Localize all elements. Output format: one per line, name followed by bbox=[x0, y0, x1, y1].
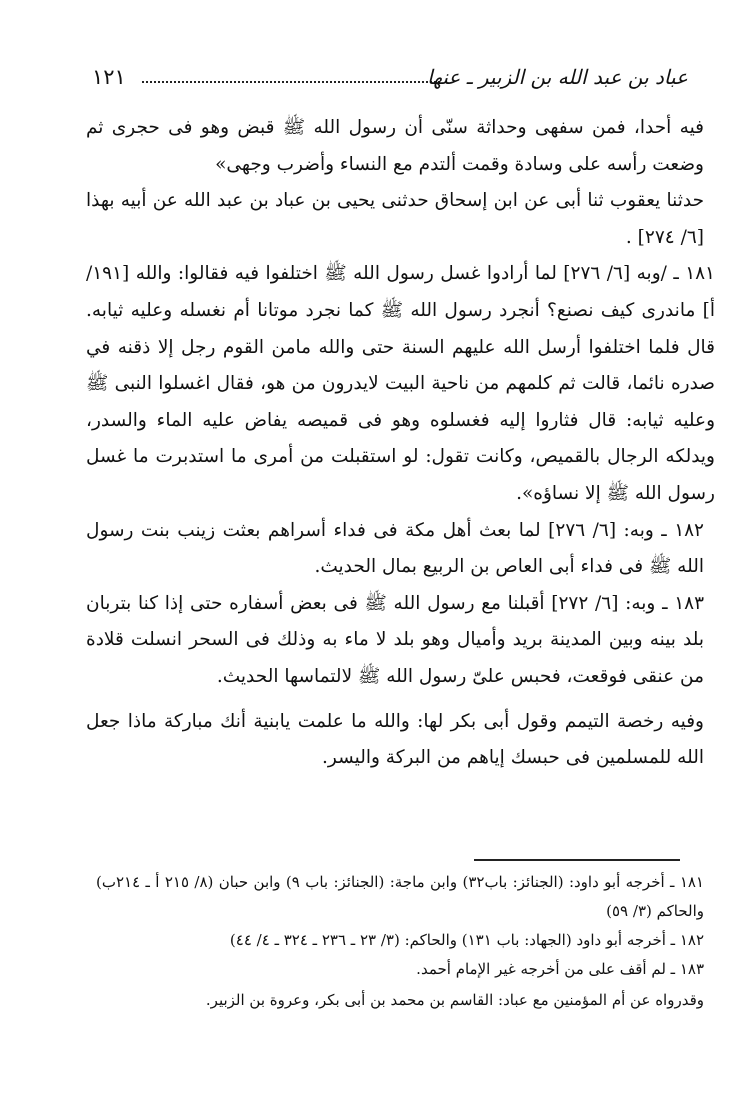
footnotes bbox=[96, 868, 704, 1015]
hadith-181: ١٨١ ـ /وبه [٦/ ٢٧٦] لما أرادوا غسل رسول الله ﷺ اختلفوا فيه فقالوا: والله [١٩١/ أ] ماندرى كيف نصنع؟ أنجرد رسول الله ﷺ كما نجرد موتانا أم نغسله وعليه ثيابه. قال فلما اختلفوا أرسل الله عليهم السنة حتى والله مامن القوم رجل إلا ذقنه في صدره نائما، قالت ثم كلمهم من ناحية البيت لايدرون من هو، فقال اغسلوا النبى ﷺ وعليه ثيابه: قال فثاروا إليه فغسلوه وهو فى قميصه يفاض عليه الماء والسدر، ويدلكه الرجال بالقميص، وكانت تقول: لو استقبلت من أمرى ما استدبرت ما غسل رسول الله ﷺ إلا نساؤه». bbox=[86, 263, 715, 504]
page-number: ١٢١ bbox=[92, 65, 126, 89]
footnote-182: ١٨٢ ـ أخرجه أبو داود (الجهاد: باب ١٣١) والحاكم: (٣/ ٢٣ ـ ٢٣٦ ـ ٣٢٤ ـ ٤/ ٤٤) bbox=[229, 931, 704, 949]
hadith-183: ١٨٣ ـ وبه: [٦/ ٢٧٢] أقبلنا مع رسول الله ﷺ فى بعض أسفاره حتى إذا كنا بتربان بلد بينه وبين المدينة بريد وأميال وهو بلد لا ماء به وذلك فى السحر انسلت قلادة من عنقى فوقعت، فحبس علىّ رسول الله ﷺ لالتماسها الحديث. bbox=[86, 592, 705, 687]
running-title: عباد بن عبد الله بن الزبير ـ عنها bbox=[427, 65, 688, 89]
running-header bbox=[92, 62, 688, 92]
header-dotted-leader bbox=[142, 81, 440, 83]
main-text bbox=[86, 110, 715, 777]
paragraph-commentary: وفيه رخصة التيمم وقول أبى بكر لها: والله ما علمت يابنية أنك مباركة ماذا جعل الله للمسلمين فى حبسك إياهم من البركة واليسر. bbox=[86, 710, 704, 769]
paragraph-isnad: حدثنا يعقوب ثنا أبى عن ابن إسحاق حدثنى يحيى بن عباد بن عبد الله عن أبيه بهذا [٦/ ٢٧٤] . bbox=[86, 190, 704, 248]
footnote-separator bbox=[474, 859, 680, 861]
hadith-182: ١٨٢ ـ وبه: [٦/ ٢٧٦] لما بعث أهل مكة فى فداء أسراهم بعثت زينب بنت رسول الله ﷺ فى فداء أبى العاص بن الربيع بمال الحديث. bbox=[86, 519, 704, 578]
footnote-181: ١٨١ ـ أخرجه أبو داود: (الجنائز: باب٣٢) وابن ماجة: (الجنائز: باب ٩) وابن حبان (٨/ ٢١٥ أ ـ ٢١٤ب) والحاكم (٣/ ٥٩) bbox=[96, 873, 704, 920]
footnote-note: وقدرواه عن أم المؤمنين مع عباد: القاسم بن محمد بن أبى بكر، وعروة بن الزبير. bbox=[205, 991, 704, 1009]
footnote-183: ١٨٣ ـ لم أقف على من أخرجه غير الإمام أحمد. bbox=[416, 960, 704, 978]
paragraph-continuation: فيه أحدا، فمن سفهى وحداثة سنّى أن رسول الله ﷺ قبض وهو فى حجرى ثم وضعت رأسه على وسادة وقمت ألتدم مع النساء وأضرب وجهى» bbox=[86, 117, 704, 175]
